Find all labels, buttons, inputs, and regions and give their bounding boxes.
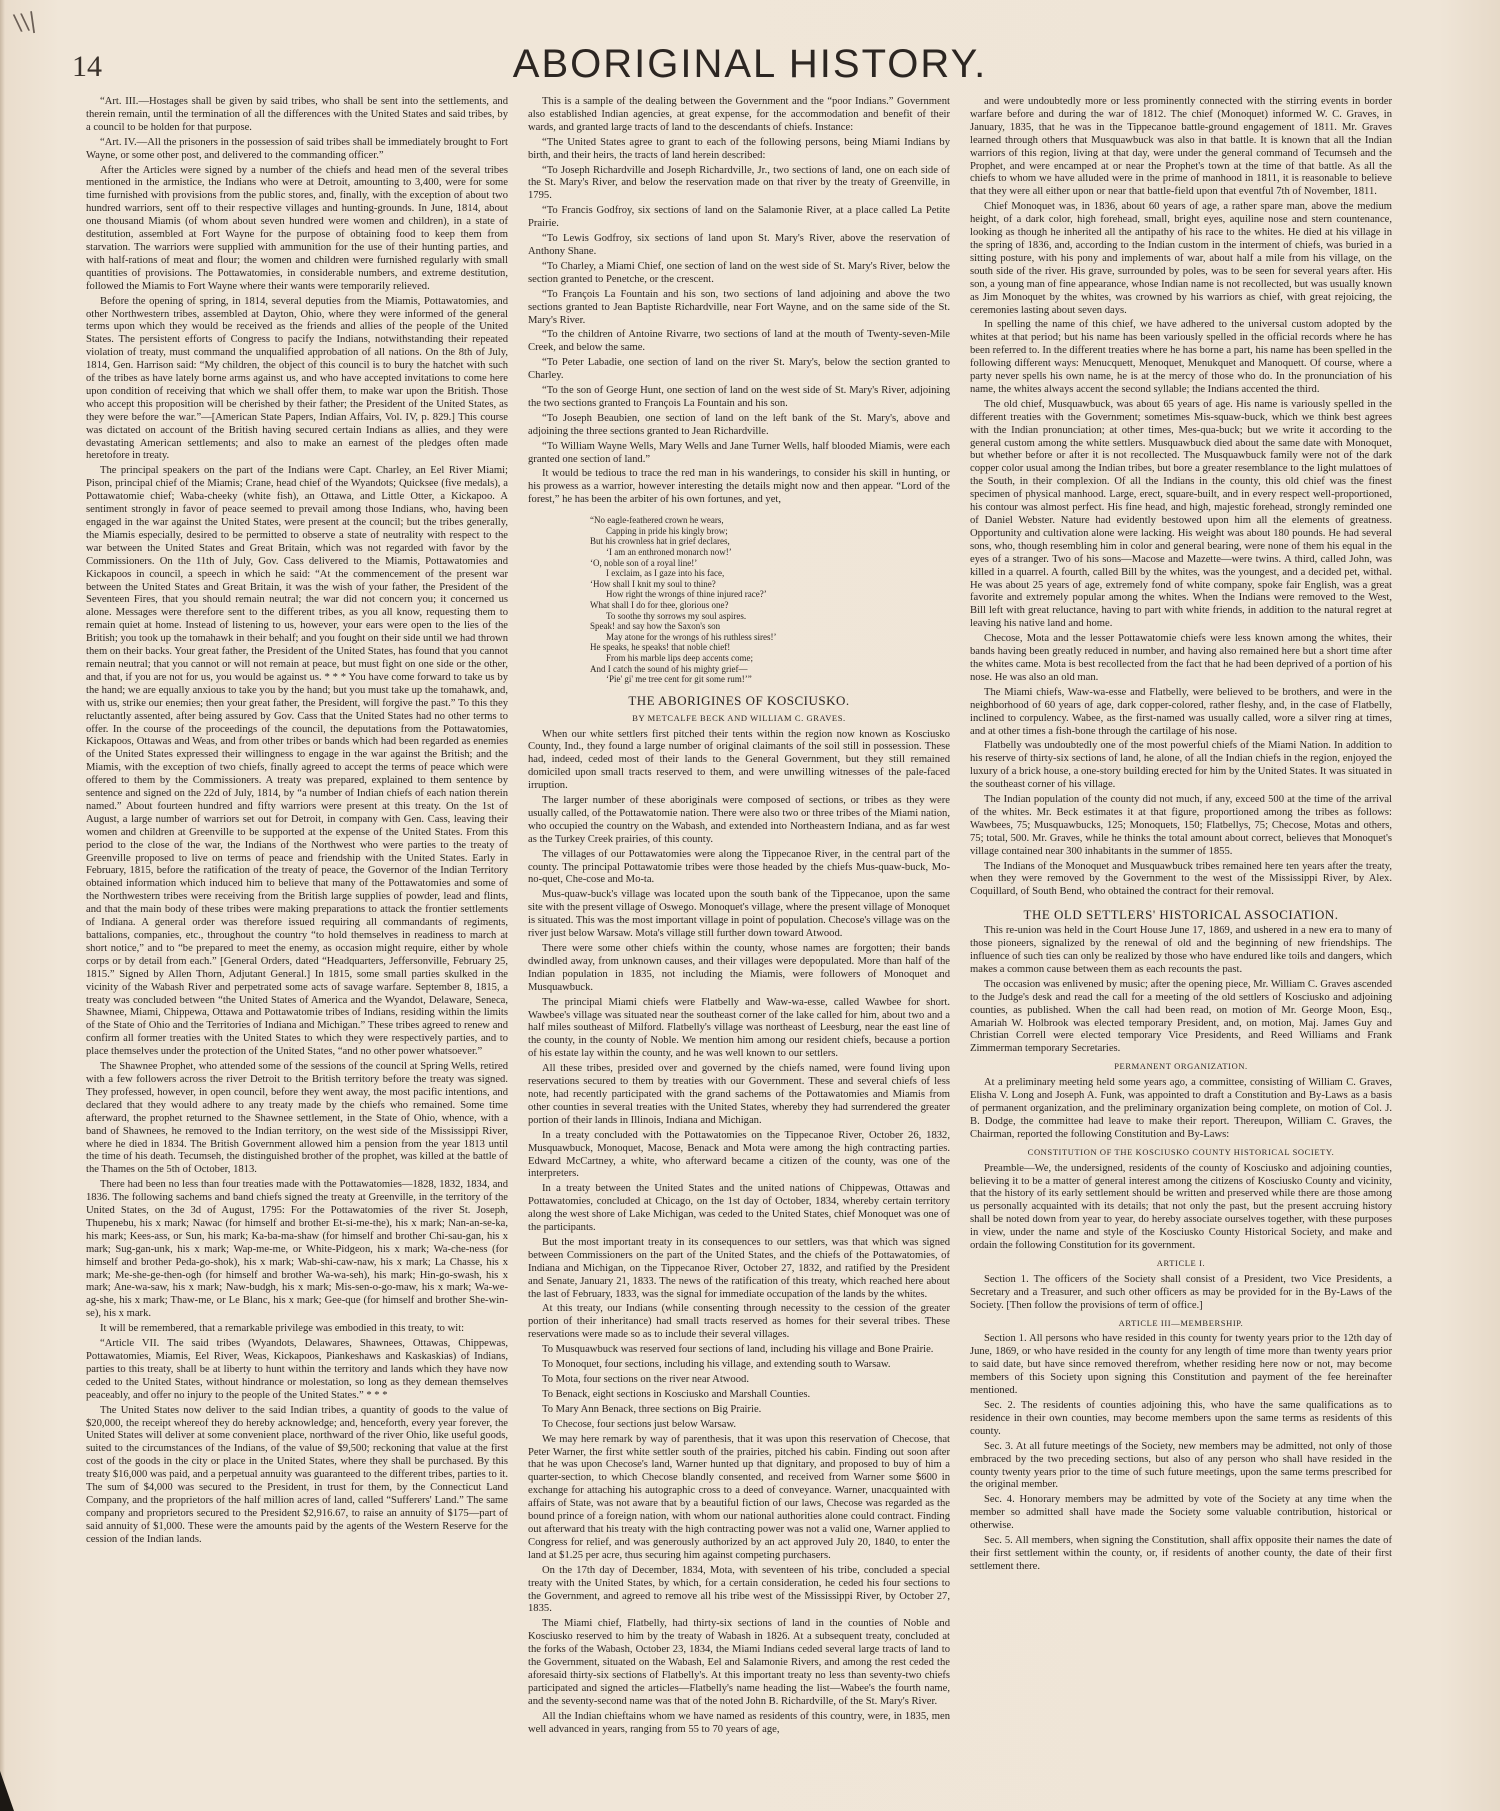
handwritten-corner-mark: \\| xyxy=(12,8,38,37)
article-heading: ARTICLE III—MEMBERSHIP. xyxy=(1118,1317,1244,1328)
paragraph: At a preliminary meeting held some years ago, a committee, consisting of William C. Graves, Elisha V. Long and Joseph A. Funk, was appointed to draft a Constitution and By-Laws as a basis of permanent organization, and the preliminary organization being complete, on motion of Col. J. B. Dodge, the committee had leave to make their report. Thereupon, William C. Graves, the Chairman, reported the following Constitution and By-Laws: xyxy=(970,1077,1392,1140)
paragraph: It would be tedious to trace the red man in his wanderings, to consider his skill in hunting, or his prowess as a warrior, however interesting the details might now and then appear. “Lord of the forest,” he has been the arbiter of his own fortunes, and yet, xyxy=(528,468,950,506)
paragraph: Before the opening of spring, in 1814, several deputies from the Miamis, Pottawatomies, and other Northwestern tribes, assembled at Dayton, Ohio, where they were informed of the general terms upon which they would be received as the friends and allies of the people of the United States. The persistent efforts of Congress to pacify the Indians, notwithstanding their repeated violation of treaty, must command the unqualified approbation of all nations. On the 8th of July, 1814, Gen. Harrison said: “My children, the object of this council is to bury the hatchet with such of the tribes as have lately borne arms against us, and who have accepted invitations to come here upon condition of receiving that which we shall offer them, to make war upon the British. Those who accept this proposition will be cherished by their father; the President of the United States, as they were before the war.”—[American State Papers, Indian Affairs, Vol. IV, p. 829.] This course was dictated on account of the British having secured certain Indians as allies, and they were devastating American settlements; and also to make an earnest of the pledges often made heretofore in treaty. xyxy=(86,295,508,462)
section-heading: THE ABORIGINES OF KOSCIUSKO. xyxy=(628,692,850,708)
paragraph: “To Charley, a Miami Chief, one section of land on the west side of St. Mary's River, below the section granted to Penetche, or the crescent. xyxy=(528,260,950,285)
paragraph: Section 1. The officers of the Society shall consist of a President, two Vice Presidents, a Secretary and a Treasurer, and such other officers as may be provided for in the By-Laws of the Society. [Then follow the provisions of term of office.] xyxy=(970,1273,1392,1311)
poem-line: But his crownless hat in grief declares, xyxy=(590,536,730,547)
paragraph: To Monoquet, four sections, including his village, and extending south to Warsaw. xyxy=(542,1359,891,1371)
paragraph: All these tribes, presided over and governed by the chiefs named, were found living upon reservations secured to them by treaties with our Government. These and several chiefs of less note, had recently participated with the grand sachems of the Pottawatomies and Miamis from other counties in several treaties with the United States, whereby they had surrendered the greater portion of their lands in Illinois, Indiana and Michigan. xyxy=(528,1063,950,1126)
poem-line: Capping in pride his kingly brow; xyxy=(606,525,728,536)
paragraph: “To François La Fountain and his son, two sections of land adjoining and above the two sections granted to Jean Baptiste Richardville, near Fort Wayne, and on the same side of the St. Mary's River. xyxy=(528,288,950,326)
poem-line: He speaks, he speaks! that noble chief! xyxy=(590,642,731,653)
column-2 xyxy=(528,96,950,1744)
paragraph: There were some other chiefs within the county, whose names are forgotten; their bands dwindled away, from unknown causes, and their villages were depopulated. More than half of the Indian population in 1835, not including the Miamis, were followers of Monoquet and Musquawbuck. xyxy=(528,943,950,993)
column-1 xyxy=(86,96,508,1744)
paragraph: The principal Miami chiefs were Flatbelly and Waw-wa-esse, called Wawbee for short. Wawbee's village was situated near the southeast corner of the lake called for him, about two and a half miles southeast of Milford. Flatbelly's village was northeast of Leesburg, near the east line of the county, in the county of Noble. We mention him among our resident chiefs, because a portion of his estate lay within the county, and he was well known to our settlers. xyxy=(528,996,950,1060)
article-heading: ARTICLE I. xyxy=(1156,1257,1206,1268)
paragraph: The old chief, Musquawbuck, was about 65 years of age. His name is variously spelled in the different treaties with the Government; sometimes Mis-squaw-buck, which we think best agrees with the Indian pronunciation; at other times, Mes-qua-buck; but we write it according to the general custom among the white settlers. Musquawbuck died about the same date with Monoquet, but whether before or after it is not recollected. The Musquawbuck family were not of the dark copper color usual among the Indian tribes, but bore a greater resemblance to the light mulattoes of the South, in their complexion. Of all the Indians in the county, this old chief was the finest specimen of physical manhood. Large, erect, square-built, and in every respect well-proportioned, his contour was almost perfect. His fine head, and high, majestic forehead, strongly reminded one of Daniel Webster. Nature had evidently bestowed upon him all the elements of greatness. Opportunity and cultivation alone were lacking. His weight was about 180 pounds. He had several sons, who, though resembling him in color and general bearing, were none of them his equal in the eyes of a stranger. Two of his sons—Macose and Mazette—were twins. A third, called John, was killed in a quarrel. A fourth, called Bill by the whites, was the youngest, and a decided pet, withal. He was about 25 years of age, extremely fond of white company, spoke fair English, was a great favorite and extremely popular among the whites. When the Indians were removed to the West, Bill left with great reluctance, having to part with white friends, in addition to the natural regret at leaving his native land and home. xyxy=(970,398,1392,630)
paragraph: “To Joseph Beaubien, one section of land on the left bank of the St. Mary's, above and adjoining the three sections granted to Jean Richardville. xyxy=(528,412,950,437)
section-heading: THE OLD SETTLERS' HISTORICAL ASSOCIATION. xyxy=(1023,907,1339,923)
paragraph: The Shawnee Prophet, who attended some of the sessions of the council at Spring Wells, retired with a few followers across the river Detroit to the British territory before the treaty was signed. They professed, however, in open council, before they went away, the most pacific intentions, and declared that they would adhere to any treaty made by the chiefs who remained. Some time afterward, the prophet returned to the Shawnee settlement, in the State of Ohio, whence, with a band of Shawnees, he removed to the Indian territory, on the west side of the Mississippi River, where he died in 1834. The British Government allowed him a pension from the year 1813 until the time of his death. Tecumseh, the distinguished brother of the prophet, was killed at the battle of the Thames on the 5th of October, 1813. xyxy=(86,1061,508,1176)
paragraph: “Article VII. The said tribes (Wyandots, Delawares, Shawnees, Ottawas, Chippewas, Pottawatomies, Miamis, Eel River, Weas, Kickapoos, Piankeshaws and Kaskaskias) of Indians, parties to this treaty, shall be at liberty to hunt within the territory and lands which they have now ceded to the United States, without hindrance or molestation, so long as they demean themselves peaceably, and offer no injury to the people of the United States.” * * * xyxy=(86,1338,508,1401)
poem-line: What shall I do for thee, glorious one? xyxy=(590,599,729,610)
poem xyxy=(590,515,950,685)
poem-line: ‘Pie' gi' me tree cent for git some rum!’” xyxy=(606,674,752,685)
paragraph: We may here remark by way of parenthesis, that it was upon this reservation of Checose, that Peter Warner, the first white settler south of the prairies, pitched his cabin. Finding out soon after that he was upon Checose's land, Warner hunted up that dignitary, and proposed to buy of him a quarter-section, to which Checose blandly consented, and received from Warner some $600 in exchange for attaching his autographic cross to a deed of conveyance. Warner, unacquainted with affairs of State, was not aware that by a beautiful fiction of our laws, Checose was regarded as the bound prince of a foreign nation, with whom our national authorities alone could contract. Finding out afterward that his treaty with the high contracting power was not a valid one, Warner applied to Congress for relief, and was generously authorized by an act approved July 20, 1840, to enter the land at $1.25 per acre, thus securing him against competing purchasers. xyxy=(528,1433,950,1561)
paragraph: It will be remembered, that a remarkable privilege was embodied in this treaty, to wit: xyxy=(100,1323,465,1335)
byline: BY METCALFE BECK AND WILLIAM C. GRAVES. xyxy=(632,712,846,723)
paragraph: The villages of our Pottawatomies were along the Tippecanoe River, in the central part of the county. The principal Pottawatomie tribes were those headed by the chiefs Mus-quaw-buck, Mo-no-quet, Che-cose and Mo-ta. xyxy=(528,848,950,886)
column-3 xyxy=(970,96,1392,1744)
paragraph: At this treaty, our Indians (while consenting through necessity to the cession of the greater portion of their inheritance) had small tracts reserved as homes for their several tribes. These reservations were made so as to include their several villages. xyxy=(528,1303,950,1341)
paragraph: The principal speakers on the part of the Indians were Capt. Charley, an Eel River Miami; Pison, principal chief of the Miamis; Crane, head chief of the Wyandots; Quicksee (five medals), a Pottawatomie chief; Waba-cheeky (white fish), an Ottawa, and Little Otter, a Kickapoo. A sentiment strongly in favor of peace seemed to prevail among those Indians, who, having been engaged in the war against the United States, were present at the council; but the tribes generally, the Miamis especially, desired to be permitted to observe a state of neutrality with respect to the war between the United States and Great Britain, which was not regarded with favor by the Commissioners. On the 11th of July, Gov. Cass delivered to the Miamis, Pottawatomies and Kickapoos in council, a speech in which he said: “At the commencement of the present war between the United States and Great Britain, it was the wish of your father, the President of the Seventeen Fires, that you should remain neutral; the war did not concern you; it concerned us alone. Messages were therefore sent to the different tribes, as you all know, requesting them to remain quiet at home. Instead of listening to us, however, your ears were open to the lies of the British; you took up the tomahawk in their behalf; and you fought on their side until we had thrown them on their backs. Your great father, the President of the United States, has found that you cannot remain neutral; that you cannot or will not remain at peace, but must fight on one side or the other, and that, if you are not for us, you would be against us. * * * You have come forward to take us by the hand; we are equally anxious to take you by the hand; but you must take up the tomahawk, and, with us, strike our enemies; then your great father, the President, will forgive the past.” To this they reluctantly assented, after being assured by Gov. Cass that the United States had no other terms to offer. In the course of the proceedings of the council, the deputations from the Pottawatomies, Kickapoos, Ottawas and Weas, and from other tribes or bands which had been regarded as enemies of the United States expressed their willingness to engage in the war against the British; and the Miamis, with the exception of two chiefs, finally agreed to accept the terms of peace which were offered to them by the Commissioners. A treaty was prepared, explained to them sentence by sentence and signed on the 22d of July, 1814, by “a number of Indian chiefs of each nation therein named.” About fourteen hundred and fifty warriors were present at this treaty. On the 1st of August, a large number of warriors set out for Detroit, in company with Gen. Cass, leaving their women and children at Greenville to be supported at the expense of the United States. From this period to the close of the war, the Indians of the Northwest who were parties to the treaty of Greenville proposed to live on terms of peace and friendship with the United States. Early in February, 1815, before the ratification of the treaty of peace, the Governor of the Indian Territory obtained information which induced him to believe that many of the Pottawatomies and some of the Northwestern tribes were receiving from the British large supplies of powder, lead and flints, and that the main body of these tribes were making preparations to attack the frontier settlements of Indiana. A general order was therefore issued requiring all commandants of regiments, battalions, companies, etc., throughout the country “to hold themselves in readiness to march at short notice,” and to “be prepared to meet the enemy, as occasion might require, either by whole corps or by detail from each.” [General Orders, dated “Headquarters, Jeffersonville, February 25, 1815.” Signed by Allen Thorn, Adjutant General.] In 1815, some small parties skulked in the vicinity of the Wabash River and perpetrated some acts of savage warfare. September 8, 1815, a treaty was concluded between “the United States of America and the Wyandot, Delaware, Seneca, Shawnee, Miami, Chippewa, Ottawa and Pottawatomie tribes of Indians, residing within the limits of the State of Ohio and the Territories of Indiana and Michigan.” These tribes agreed to renew and confirm all former treaties with the United States to which they were respectively parties, and to place themselves under the protection of the United States, “and no other power whatsoever.” xyxy=(86,465,508,1058)
paragraph: Sec. 2. The residents of counties adjoining this, who have the same qualifications as to residence in their own counties, may become members upon the same terms as residents of this county. xyxy=(970,1400,1392,1437)
paragraph: This re-union was held in the Court House June 17, 1869, and ushered in a new era to many of those pioneers, signalized by the renewal of old and the beginning of new friendships. The influence of such ties can only be realized by those who have endured like toils and dangers, which makes a common cause between them as each recounts the past. xyxy=(970,925,1392,975)
page-number: 14 xyxy=(72,50,102,83)
poem-line: “No eagle-feathered crown he wears, xyxy=(590,515,724,526)
paragraph: Section 1. All persons who have resided in this county for twenty years prior to the 12th day of June, 1869, or who have resided in the county for any length of time more than twenty years prior to said date, but have since removed therefrom, whether residing here now or not, may become members of this Society upon signing this Constitution and payment of the fee hereinafter mentioned. xyxy=(970,1333,1392,1397)
paragraph: The occasion was enlivened by music; after the opening piece, Mr. William C. Graves ascended to the Judge's desk and read the call for a meeting of the old settlers of Kosciusko and adjoining counties, as published. When the call had been read, on motion of Mr. George Moon, Esq., Amariah W. Holbrook was elected temporary President, and, on motion, Maj. James Guy and Christian Correll were elected temporary Vice Presidents, and Reed Williams and Frank Zimmerman temporary Secretaries. xyxy=(970,978,1392,1055)
poem-line: ‘O, noble son of a royal line!’ xyxy=(590,557,698,568)
paragraph: Mus-quaw-buck's village was located upon the south bank of the Tippecanoe, upon the same site with the present village of Oswego. Monoquet's village, where the present village of Monoquet is situated. This was the most important village in point of population. Checose's village was on the river just below Warsaw. Mota's village still further down toward Atwood. xyxy=(528,889,950,940)
paragraph: The Miami chiefs, Waw-wa-esse and Flatbelly, were believed to be brothers, and were in the neighborhood of 60 years of age, dark copper-colored, rather fleshy, and, in the case of Flatbelly, inclined to corpulency. Wabee, as the first-named was usually called, wore a silver ring at times, and at other times a fish-bone through the cartilage of his nose. xyxy=(970,686,1392,737)
paragraph: To Mary Ann Benack, three sections on Big Prairie. xyxy=(542,1403,762,1415)
paragraph: To Checose, four sections just below Warsaw. xyxy=(542,1418,737,1430)
paragraph: Sec. 4. Honorary members may be admitted by vote of the Society at any time when the member so admitted shall have made the Society some valuable contribution, historical or otherwise. xyxy=(970,1494,1392,1532)
paragraph: When our white settlers first pitched their tents within the region now known as Kosciusko County, Ind., they found a large number of original claimants of the soil still in possession. These had, indeed, ceded most of their lands to the General Government, but they still remained domiciled upon small tracts reserved to them, and were unwilling witnesses of the pale-faced irruption. xyxy=(528,728,950,792)
paragraph: “To the children of Antoine Rivarre, two sections of land at the mouth of Twenty-seven-Mile Creek, and below the same. xyxy=(528,329,950,354)
page-edge-shadow xyxy=(0,0,5,1811)
paragraph: “Art. IV.—All the prisoners in the possession of said tribes shall be immediately brought to Fort Wayne, or some other post, and delivered to the commanding officer.” xyxy=(86,136,508,161)
paragraph: “The United States agree to grant to each of the following persons, being Miami Indians by birth, and their heirs, the tracts of land herein described: xyxy=(528,136,950,161)
paragraph: Checose, Mota and the lesser Pottawatomie chiefs were less known among the whites, their bands having been greatly reduced in number, and having also remained here but a short time after the whites came. Mota is best recollected from the fact that he had been deprived of a portion of his nose. He was also an old man. xyxy=(970,633,1392,683)
paragraph: There had been no less than four treaties made with the Pottawatomies—1828, 1832, 1834, and 1836. The following sachems and band chiefs signed the treaty at Greenville, in the territory of the United States, on the 3d of August, 1795: For the Pottawatomies of the river St. Joseph, Thupenebu, his x mark; Nawac (for himself and brother Et-si-me-the), his x mark; Nan-an-se-ka, his mark; Kees-ass, or Sun, his mark; Ka-ba-ma-shaw (for himself and brother Chi-sau-gan, his x mark; Sug-gan-unk, his x mark; Wap-me-me, or White-Pidgeon, his x mark; Wa-che-ness (for himself and brother Peda-go-shok), his x mark; Wab-shi-caw-naw, his x mark; La Chasse, his x mark; Me-she-ge-then-ogh (for himself and brother Wa-wa-seh), his mark; Hin-go-swash, his x mark; Ane-wa-saw, his x mark; Naw-budgh, his x mark; Mis-sen-o-go-maw, his x mark; Wa-we-ag-she, his x mark; Thaw-me, or Le Blanc, his x mark; Gee-que (for himself and brother She-win-se), his x mark. xyxy=(86,1179,508,1320)
subheading: PERMANENT ORGANIZATION. xyxy=(1114,1061,1248,1072)
paragraph: “To Peter Labadie, one section of land on the river St. Mary's, below the section granted to Charley. xyxy=(528,357,950,382)
paragraph: Sec. 3. At all future meetings of the Society, new members may be admitted, not only of those embraced by the two preceding sections, but also of any person who shall have resided in the county twenty years prior to the time of such future meetings, upon the same terms prescribed for the original member. xyxy=(970,1440,1392,1491)
poem-line: To soothe thy sorrows my soul aspires. xyxy=(606,610,747,621)
paragraph: To Mota, four sections on the river near Atwood. xyxy=(542,1374,749,1385)
paragraph: and were undoubtedly more or less prominently connected with the stirring events in border warfare before and during the war of 1812. The chief (Monoquet) informed W. C. Graves, in January, 1835, that he was in the Tippecanoe battle-ground engagement of 1811. Mr. Graves learned through others that Musquawbuck was also in that battle. It is known that all the Indian warriors of this region, living at that day, were under the general command of Tecumseh and the Prophet, and were encamped at or near the Prophet's town at the time of that battle. As all the chiefs to whom we have alluded were in the prime of manhood in 1811, it is reasonable to believe that they were all either upon or near that battle-field upon that eventful 7th of November, 1811. xyxy=(970,96,1392,198)
paragraph: “To the son of George Hunt, one section of land on the west side of St. Mary's River, adjoining the two sections granted to François La Fountain and his son. xyxy=(528,385,950,409)
poem-line: And I catch the sound of his mighty grief— xyxy=(590,663,748,674)
paragraph: All the Indian chieftains whom we have named as residents of this country, were, in 1835, men well advanced in years, ranging from 55 to 70 years of age, xyxy=(528,1710,950,1735)
paragraph: Flatbelly was undoubtedly one of the most powerful chiefs of the Miami Nation. In addition to his reserve of thirty-six sections of land, he alone, of all the Indian chiefs in the region, enjoyed the luxury of a brick house, a one-story building erected for him by the United States. It was situated in the southeast corner of his village. xyxy=(970,740,1392,791)
poem-line: ‘I am an enthroned monarch now!’ xyxy=(606,546,732,557)
paragraph: “To William Wayne Wells, Mary Wells and Jane Turner Wells, half blooded Miamis, were each granted one section of land.” xyxy=(528,440,950,465)
paragraph: To Musquawbuck was reserved four sections of land, including his village and Bone Prairie. xyxy=(542,1344,934,1356)
subheading: CONSTITUTION OF THE KOSCIUSKO COUNTY HISTORICAL SOCIETY. xyxy=(1027,1146,1335,1157)
poem-line: How right the wrongs of thine injured race?’ xyxy=(606,589,767,600)
paragraph: Sec. 5. All members, when signing the Constitution, shall affix opposite their names the date of their first settlement within the county, or, if residents of another county, the date of their first settlement there. xyxy=(970,1535,1392,1572)
page-title: ABORIGINAL HISTORY. xyxy=(512,42,988,86)
paragraph: To Benack, eight sections in Kosciusko and Marshall Counties. xyxy=(542,1388,811,1400)
paragraph: This is a sample of the dealing between the Government and the “poor Indians.” Government also established Indian agencies, at great expense, for the accommodation and benefit of their wards, and granted large tracts of land to the descendants of chiefs. Instance: xyxy=(528,96,950,133)
poem-line: Speak! and say how the Saxon's son xyxy=(590,621,721,632)
paragraph: “To Lewis Godfroy, six sections of land upon St. Mary's River, above the reservation of Anthony Shane. xyxy=(528,233,950,257)
paragraph: In a treaty concluded with the Pottawatomies on the Tippecanoe River, October 26, 1832, Musquawbuck, Monoquet, Macose, Benack and Mota were among the high contracting parties. Edward McCartney, a white, who afterward became a citizen of the county, was one of the interpreters. xyxy=(528,1129,950,1180)
paragraph: On the 17th day of December, 1834, Mota, with seventeen of his tribe, concluded a special treaty with the United States, by which, for a certain consideration, he ceded his four sections to the Government, and agreed to remove all his tribe west of the Mississippi River, by October 27, 1835. xyxy=(528,1564,950,1615)
paragraph: The Indians of the Monoquet and Musquawbuck tribes remained here ten years after the treaty, when they were removed by the Government to the west of the Mississippi River, by Alex. Coquillard, of South Bend, who obtained the contract for their removal. xyxy=(970,860,1392,898)
poem-line: I exclaim, as I gaze into his face, xyxy=(606,568,725,579)
paragraph: The Indian population of the county did not much, if any, exceed 500 at the time of the arrival of the whites. Mr. Beck estimates it at that figure, proportioned among the tribes as follows: Wawbees, 75; Musquawbucks, 125; Monoquets, 150; Flatbellys, 75; Checose, Motas and others, 75; total, 500. Mr. Graves, while he thinks the total amount about correct, believes that Monoquet's village contained near 300 inhabitants in the summer of 1855. xyxy=(970,794,1392,857)
paragraph: “To Francis Godfroy, six sections of land on the Salamonie River, at a place called La Petite Prairie. xyxy=(528,205,950,230)
paragraph: “To Joseph Richardville and Joseph Richardville, Jr., two sections of land, one on each side of the St. Mary's River, and below the reservation made on that river by the treaty of Greenville, in 1795. xyxy=(528,164,950,202)
paragraph: Chief Monoquet was, in 1836, about 60 years of age, a rather spare man, above the medium height, of a dark color, high forehead, small, bright eyes, aquiline nose and stern countenance, looking as though he inherited all the antipathy of his race to the whites. He died at his village in the spring of 1836, and, according to the Indian custom in the interment of chiefs, was buried in a sitting posture, with his pony and implements of war, about half a mile from his village, on the south side of the river. His grave, surrounded by poles, was to be seen for several years after. His son, a young man of fine appearance, whose Indian name is not recollected, but was usually known as Jim Monoquet by the whites, was crowned by his warriors as chief, with great rejoicing, the ceremonies lasting about seven days. xyxy=(970,201,1392,316)
paragraph: But the most important treaty in its consequences to our settlers, was that which was signed between Commissioners on the part of the United States, and the chiefs of the Pottawatomies, of Indiana and Michigan, on the Tippecanoe River, October 27, 1832, and ratified by the President and Senate, January 21, 1833. The news of the ratification of this treaty, which reached here about the last of February, 1833, was the signal for immediate occupation of the lands by the whites. xyxy=(528,1236,950,1300)
paragraph: The United States now deliver to the said Indian tribes, a quantity of goods to the value of $20,000, the receipt whereof they do hereby acknowledge; and, henceforth, every year forever, the United States will deliver at some convenient place, northward of the river Ohio, like useful goods, suited to the circumstances of the Indians, of the value of $9,500; reckoning that value at the first cost of the goods in the city or place in the United States, where they shall be purchased. By this treaty $16,000 was paid, and a perpetual annuity was guaranteed to the different tribes, parties to it. The sum of $4,000 was secured to the President, in trust for them, by the Connecticut Land Company, and the proprietors of the half million acres of land, called “Sufferers' Land.” The same company and proprietors secured to the President $2,916.67, to raise an annuity of $175—part of said annuity of $1,000. These were the amounts paid by the agents of the Western Reserve for the cession of the Indian lands. xyxy=(86,1404,508,1545)
poem-line: From his marble lips deep accents come; xyxy=(606,652,753,663)
page-corner-shadow xyxy=(0,1771,14,1811)
poem-line: May atone for the wrongs of his ruthless sires!’ xyxy=(606,631,777,642)
paragraph: The larger number of these aboriginals were composed of sections, or tribes as they were usually called, of the Pottawatomie nation. There were also two or three tribes of the Miami nation, who occupied the country on the Wabash, and extended into Northeastern Indiana, and as far west as the Turkey Creek prairies, of this county. xyxy=(528,795,950,845)
text-columns xyxy=(86,96,1392,1744)
paragraph: The Miami chief, Flatbelly, had thirty-six sections of land in the counties of Noble and Kosciusko reserved to him by the treaty of Wabash in 1826. At a subsequent treaty, concluded at the forks of the Wabash, October 23, 1834, the Miami Indians ceded several large tracts of land to the Government, situated on the Wabash, Eel and Salamonie Rivers, and among the rest ceded the aforesaid thirty-six sections of Flatbelly's. At this important treaty no less than seventy-two chiefs participated and signed the articles—Flatbelly's name heading the list—Wabee's the fourth name, and the seventy-second name was that of the noted John B. Richardville, of the St. Mary's River. xyxy=(528,1618,950,1707)
paragraph: “Art. III.—Hostages shall be given by said tribes, who shall be sent into the settlements, and therein remain, until the termination of all the differences with the United States and said tribes, by a council to be holden for that purpose. xyxy=(86,96,508,133)
paragraph: Preamble—We, the undersigned, residents of the county of Kosciusko and adjoining counties, believing it to be a matter of general interest among the citizens of Kosciusko County and vicinity, that the history of its early settlement should be written and preserved while there are those among us personally acquainted with its details; that not only the past, but the present accruing history shall be noted down from year to year, do hereby associate ourselves together, with these purposes in view, under the name and style of the Kosciusko County Historical Society, and make and ordain the following Constitution for its government. xyxy=(970,1162,1392,1252)
poem-line: ‘How shall I knit my soul to thine? xyxy=(590,578,716,589)
paragraph: After the Articles were signed by a number of the chiefs and head men of the several tribes mentioned in the armistice, the Indians who were at Detroit, amounting to 3,400, were for some time furnished with provisions from the public stores, and, finally, with the exception of about two hundred warriors, sent off to their respective villages and hunting-grounds. In June, 1814, about one thousand Miamis (of whom about seven hundred were women and children), in a state of destitution, assembled at Fort Wayne for the purpose of obtaining food to keep them from starvation. The warriors were supplied with ammunition for the use of their hunting parties, and with half-rations of meat and flour; the women and children were furnished regularly with small quantities of provisions. The Pottawatomies, in considerable numbers, and extreme destitution, followed the Miamis to Fort Wayne where their wants were temporarily relieved. xyxy=(86,164,508,292)
paragraph: In a treaty between the United States and the united nations of Chippewas, Ottawas and Pottawatomies, concluded at Chicago, on the 1st day of October, 1834, whereby certain territory along the west shore of Lake Michigan, was ceded to the United States, chief Monoquet was one of the participants. xyxy=(528,1183,950,1234)
paragraph: In spelling the name of this chief, we have adhered to the universal custom adopted by the whites at that period; but his name has been variously spelled in the official records where he has been referred to. In the different treaties where he has borne a part, his name has been spelled in the following different ways: Menucquett, Menoquet, Menukquet and Manoquett. Of course, where a party never spells his own name, he is at the mercy of those who do. In the pronunciation of his name, the whites always accent the second syllable; the Indians accented the third. xyxy=(970,319,1392,395)
